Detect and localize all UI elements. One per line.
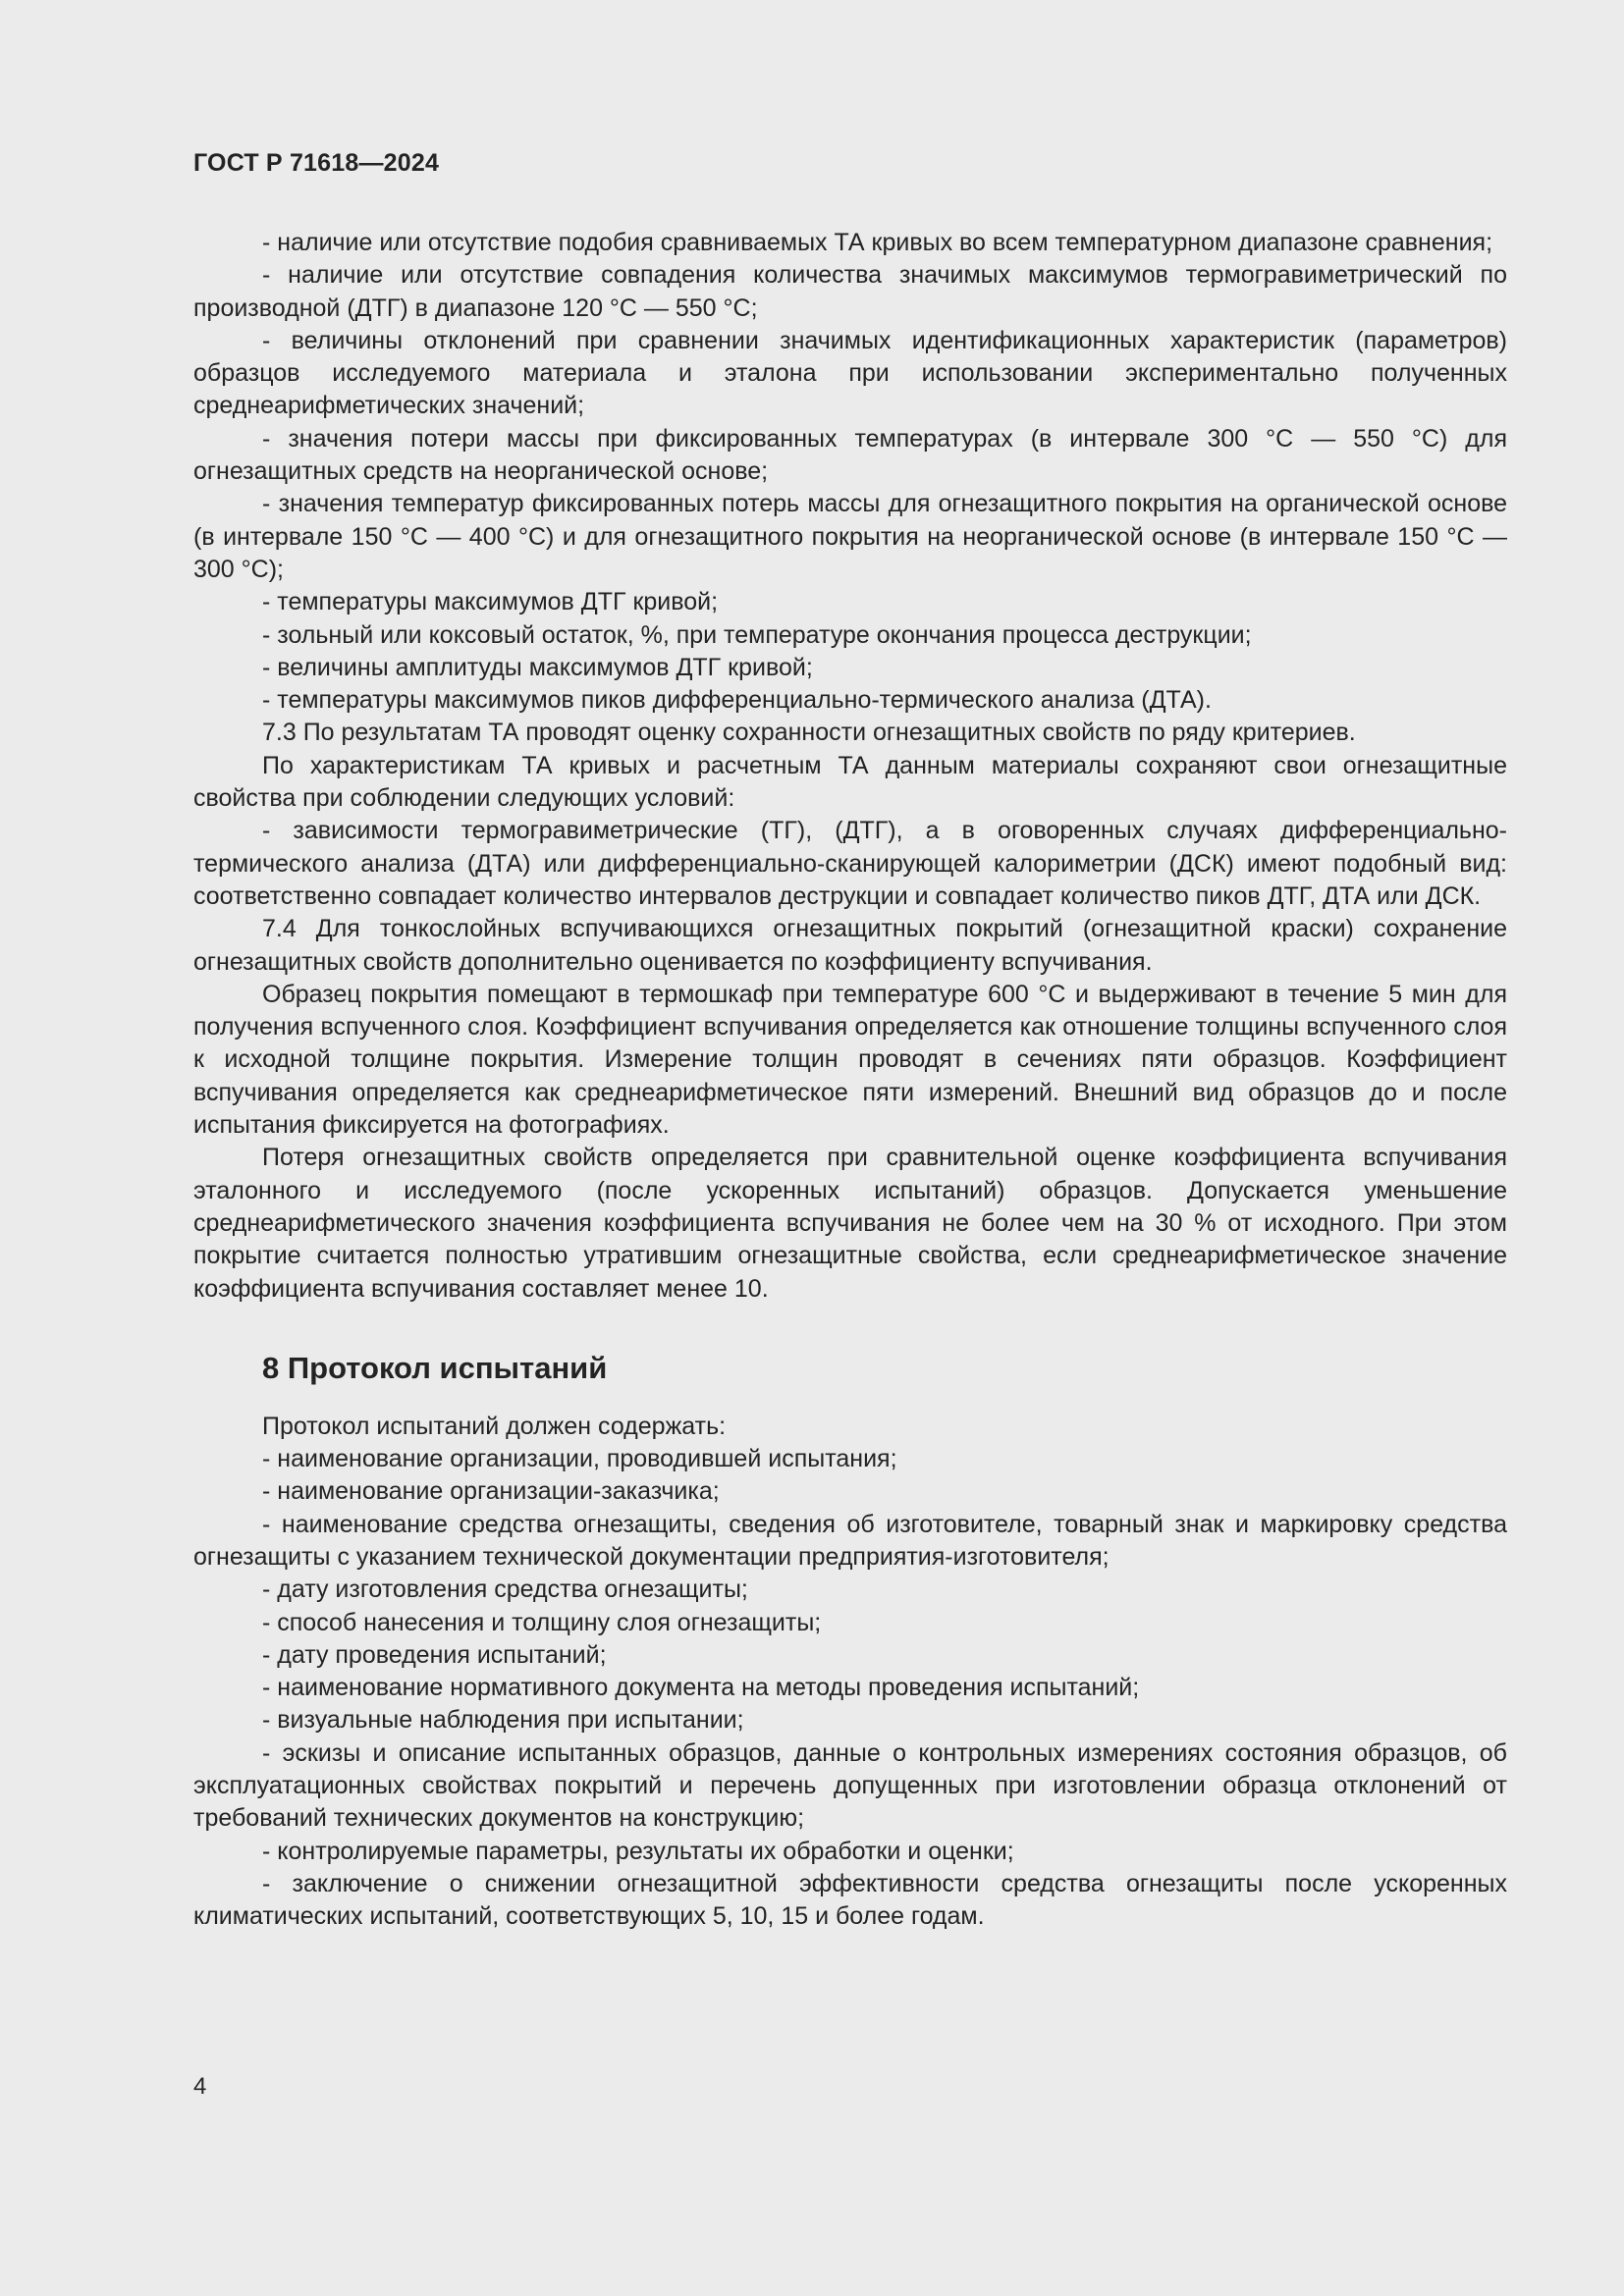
list-item: - визуальные наблюдения при испытании; — [262, 1706, 744, 1735]
clause-7-4: 7.4 Для тонкослойных вспучивающихся огнезащитных покрытий (огнезащитной краски) сохранение огнезащитных свойств дополнительно оценивается по коэффициенту вспучивания. — [193, 915, 1507, 976]
list-item: - наименование организации, проводившей испытания; — [262, 1445, 897, 1473]
list-item: - наименование средства огнезащиты, сведения об изготовителе, товарный знак и маркировку средства огнезащиты с указанием технической документации предприятия-изготовителя; — [193, 1510, 1507, 1571]
list-item: - температуры максимумов пиков дифференциально-термического анализа (ДТА). — [262, 686, 1212, 715]
list-item: - способ нанесения и толщину слоя огнезащиты; — [262, 1608, 822, 1636]
paragraph: Протокол испытаний должен содержать: — [262, 1412, 727, 1440]
list-item: - дату проведения испытаний; — [262, 1640, 607, 1669]
section-8-heading: 8 Протокол испытаний — [262, 1350, 608, 1385]
list-item: - величины амплитуды максимумов ДТГ кривой; — [262, 653, 813, 681]
clause-7-3: 7.3 По результатам ТА проводят оценку сохранности огнезащитных свойств по ряду критериев. — [262, 719, 1356, 747]
list-item: - значения потери массы при фиксированных температурах (в интервале 300 °С — 550 °С) для огнезащитных средств на неорганической основе; — [193, 424, 1507, 486]
list-item: - температуры максимумов ДТГ кривой; — [262, 588, 719, 616]
paragraph: Потеря огнезащитных свойств определяется при сравнительной оценке коэффициента вспучивания эталонного и исследуемого (после ускоренных испытаний) образцов. Допускается уменьшение среднеарифметического значения коэффициента вспучивания не более чем на 30 % от исходного. При этом покрытие считается полностью утратившим огнезащитные свойства, если среднеарифметическое значение коэффициента вспучивания составляет менее 10. — [193, 1144, 1507, 1303]
list-item: - контролируемые параметры, результаты их обработки и оценки; — [262, 1837, 1014, 1865]
list-item: - величины отклонений при сравнении значимых идентификационных характеристик (параметров) образцов исследуемого материала и эталона при использовании экспериментально полученных среднеарифметических значений; — [193, 326, 1507, 420]
list-item: - дату изготовления средства огнезащиты; — [262, 1575, 748, 1604]
list-item: - наименование нормативного документа на методы проведения испытаний; — [262, 1674, 1140, 1702]
list-item: - заключение о снижении огнезащитной эффективности средства огнезащиты после ускоренных климатических испытаний, соответствующих 5, 10, 15 и более годам. — [193, 1869, 1507, 1931]
list-item: - значения температур фиксированных потерь массы для огнезащитного покрытия на органической основе (в интервале 150 °С — 400 °С) и для огнезащитного покрытия на неорганической основе (в интервале 150 °С — 300 °С); — [193, 490, 1507, 583]
document-header: ГОСТ Р 71618—2024 — [193, 149, 440, 177]
list-item: - зависимости термогравиметрические (ТГ), (ДТГ), а в оговоренных случаях дифференциально-термического анализа (ДТА) или дифференциально-сканирующей калориметрии (ДСК) имеют подобный вид: соответственно совпадает количество интервалов деструкции и совпадает количество пиков ДТГ, ДТА или ДСК. — [193, 817, 1507, 910]
list-item: - зольный или коксовый остаток, %, при температуре окончания процесса деструкции; — [262, 620, 1252, 649]
list-item: - эскизы и описание испытанных образцов, данные о контрольных измерениях состояния образцов, об эксплуатационных свойствах покрытий и перечень допущенных при изготовлении образца отклонений от требований технических документов на конструкцию; — [193, 1738, 1507, 1833]
list-item: - наличие или отсутствие совпадения количества значимых максимумов термогравиметрический по производной (ДТГ) в диапазоне 120 °С — 550 °С; — [193, 261, 1507, 322]
paragraph: Образец покрытия помещают в термошкаф при температуре 600 °С и выдерживают в течение 5 мин для получения вспученного слоя. Коэффициент вспучивания определяется как отношение толщины вспученного слоя к исходной толщине покрытия. Измерение толщин проводят в сечениях пяти образцов. Коэффициент вспучивания определяется как среднеарифметическое пяти измерений. Внешний вид образцов до и после испытания фиксируется на фотографиях. — [193, 980, 1507, 1140]
page-number: 4 — [193, 2073, 207, 2100]
paragraph: По характеристикам ТА кривых и расчетным ТА данным материалы сохраняют свои огнезащитные свойства при соблюдении следующих условий: — [193, 751, 1507, 813]
list-item: - наименование организации-заказчика; — [262, 1477, 720, 1506]
list-item: - наличие или отсутствие подобия сравниваемых ТА кривых во всем температурном диапазоне сравнения; — [262, 229, 1493, 256]
document-body — [193, 227, 1507, 1934]
